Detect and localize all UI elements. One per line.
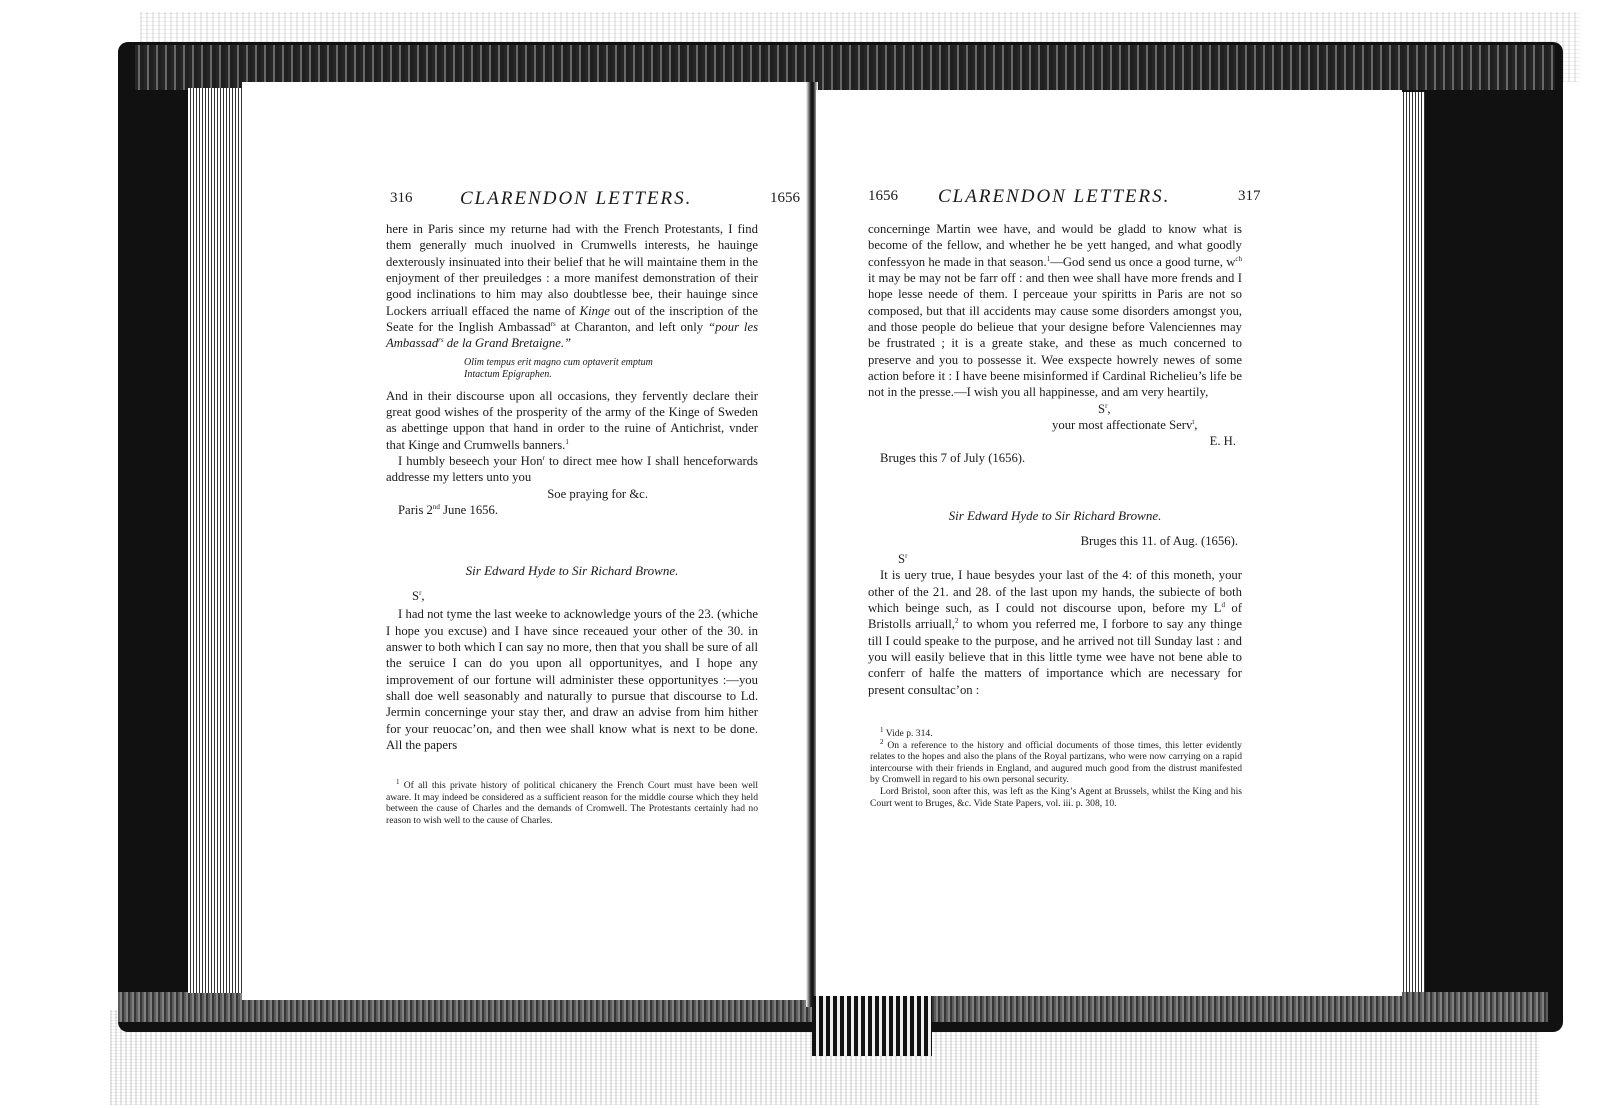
right-signoff-sir: $S^r$, — [1098, 401, 1111, 416]
latin-quotation: Olim tempus erit magno cum optaverit emptum Intactum Epigraphen. — [464, 356, 653, 381]
left-letter-body: I had not tyme the last weeke to acknowledge yours of the 23. (whiche I hope you excuse) and I have since receaued your other of the 30. in answer to both which I can say no more, then that you shall be sure of all the seruice I can do you upon all opportunityes, and I hope any improvement of our fortune will administer these opportunityes :—you shall doe well seasonably and naturally to pursue that discourse to Ld. Jermin concerninge your stay ther, and draw an advise from him hither for your reuocac’on, and then wee shall know what is next to be done. All the papers — [386, 607, 758, 752]
right-footnote-1: $^1$ Vide p. 314. — [880, 725, 933, 739]
left-paragraph-2: And in their discourse upon all occasions, they fervently declare their great good wishes of the prosperity of the army of the Kinge of Sweden as abettinge uppon that hand in order to the ruine of Antichrist, vnder that Kinge and Crumwells banners.$^1$ — [386, 388, 758, 452]
right-letter-body: It is uery true, I haue besydes your last of the 4: of this moneth, your other of the 21. and 28. of the last upon my hands, the subiecte of both which beinge such, as I could not discourse upon, before my $L^d$ of Bristolls arriuall,$^2$ to whom you referred me, I forbore to say any thinge till I could speake to the purpose, and he arrived not till Sunday last : and you will easily believe that in this little tyme wee have not bene able to conferr of halfe the matters of importance which are necessary for present consultac’on : — [868, 568, 1242, 697]
right-signature-initials: E. H. — [1209, 434, 1236, 449]
left-running-title: CLARENDON LETTERS. — [460, 188, 693, 209]
right-text-column — [868, 221, 1242, 698]
right-year: 1656 — [868, 188, 898, 204]
left-letter-heading: Sir Edward Hyde to Sir Richard Browne. — [465, 562, 679, 578]
gutter-bottom-edge — [812, 996, 932, 1056]
right-paragraph-1: concerninge Martin wee have, and would be gladd to know what is become of the fellow, and whether he be yett hanged, and what goodly confessyon he made in that season.$^1$—God send us once a good turne, $w^{ch}$ it may be may not be farr off : and then wee shall have more frends and I hope lesse neede of them. I perceaue your spiritts in Paris are not so composed, but that ill accidents may cause some disorders amongst you, and those people do belieue that your designe before Valenciennes may be frustrated ; it is a greate stake, and these as much concerned to preserve and you to possesse it. Wee exspecte howrely newes of some action before it : I have beene misinformed if Cardinal Richelieu’s life be not in the presse.—I wish you all happinesse, and am very heartily, — [868, 222, 1242, 400]
left-closing: Soe praying for &c. — [547, 486, 648, 501]
left-salutation: $S^r$, — [412, 588, 425, 603]
left-year: 1656 — [770, 190, 800, 206]
right-dateline-1: Bruges this 7 of July (1656). — [880, 450, 1026, 465]
right-dateline-2: Bruges this 11. of Aug. (1656). — [1080, 533, 1238, 548]
right-page — [816, 90, 1402, 996]
right-running-head — [868, 186, 1268, 210]
right-salutation: $S^r$ — [898, 551, 908, 566]
left-running-head — [390, 188, 810, 212]
left-page-number: 316 — [390, 190, 413, 206]
left-footnotes — [386, 777, 758, 826]
right-footnote-3: Lord Bristol, soon after this, was left as the King’s Agent at Brussels, whilst the King and his Court went to Bruges, &c. Vide State Papers, vol. iii. p. 308, 10. — [870, 785, 1242, 809]
right-page-number: 317 — [1238, 188, 1261, 204]
right-footnote-2: $^2$ On a reference to the history and official documents of those times, this letter evidently relates to the hopes and also the plans of the Royal partizans, who were now carrying on a rapid intercourse with their friends in England, and augured much good from the distrust manifested by Cromwell in regard to his own personal security. — [870, 737, 1242, 786]
right-footnotes — [870, 725, 1242, 809]
left-text-column — [386, 221, 758, 753]
left-paragraph-3: I humbly beseech your Hon$^r$ to direct mee how I shall henceforwards addresse my letters unto you — [386, 453, 758, 485]
left-page — [242, 82, 808, 1000]
right-running-title: CLARENDON LETTERS. — [938, 186, 1171, 207]
left-footnote-1: $^1$ Of all this private history of political chicanery the French Court must have been well aware. It may indeed be considered as a sufficient reason for the middle course which they held between the cause of Charles and the demands of Cromwell. The Protestants certainly had no reason to wish well to the cause of Charles. — [386, 777, 758, 826]
left-paragraph-1: here in Paris since my returne had with the French Protestants, I find them generally much inuolved in Crumwells interests, he hauinge dexterously insinuated into their belief that he will maintaine them in the enjoyment of ther preuiledges : a more manifest demonstration of their good inclinations to him may also doubtlesse bee, their hauinge since Lockers arriuall effaced the name of Kinge out of the inscription of the Seate for the Inglish Ambassad$^{rs}$ at Charanton, and left only “pour les Ambassad$^{rs}$ de la Grand Bretaigne.” — [386, 222, 759, 351]
right-signoff-line: your most affectionate Serv$^t$, — [1052, 417, 1198, 433]
left-dateline: Paris 2nd June 1656. — [398, 502, 499, 518]
right-letter-heading: Sir Edward Hyde to Sir Richard Browne. — [948, 508, 1162, 524]
